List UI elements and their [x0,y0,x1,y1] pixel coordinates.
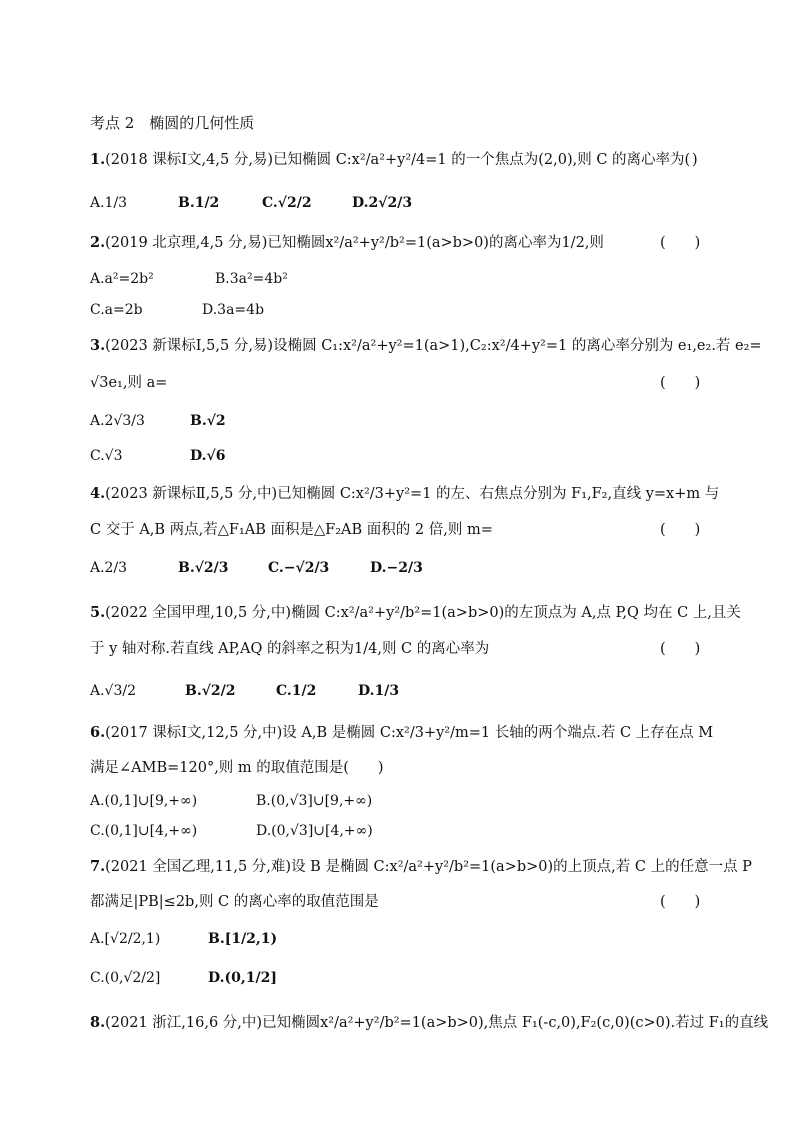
option-d: D.−2/3 [370,560,423,576]
option-c: C.a=2b [90,302,143,318]
option-a: A.2/3 [90,560,128,576]
option-a: A.[√2/2,1) [90,931,161,947]
answer-paren: ( ) [660,235,701,251]
answer-paren: ) [692,152,698,168]
option-b: B.√2 [190,413,226,429]
option-c: C.−√2/3 [268,560,330,576]
question-text-line-2: 都满足|PB|≤2b,则 C 的离心率的取值范围是 [90,894,379,910]
question-text: (2022 全国甲理,10,5 分,中)椭圆 C:x²/a²+y²/b²=1(a>b>0)的左顶点为 A,点 P,Q 均在 C 上,且关 [105,605,741,621]
question-text: (2019 北京理,4,5 分,易)已知椭圆x²/a²+y²/b²=1(a>b>0)的离心率为1/2,则 [105,235,604,251]
question-text-line-2: 于 y 轴对称.若直线 AP,AQ 的斜率之积为1/4,则 C 的离心率为 [90,641,490,657]
option-b: B.[1/2,1) [208,931,278,947]
option-b: B.(0,√3]∪[9,+∞) [256,793,373,809]
option-b: B.1/2 [178,195,220,211]
question-text-line-2: C 交于 A,B 两点,若△F₁AB 面积是△F₂AB 面积的 2 倍,则 m= [90,522,493,538]
option-c: C.(0,√2/2] [90,970,161,986]
question-number: 5. [90,604,106,621]
option-d: D.(0,√3]∪[4,+∞) [256,823,373,839]
option-d: D.2√2/3 [352,195,413,211]
option-c: C.√2/2 [262,195,312,211]
question-text: (2021 浙江,16,6 分,中)已知椭圆x²/a²+y²/b²=1(a>b>0),焦点 F₁(-c,0),F₂(c,0)(c>0).若过 F₁的直线 [105,1015,769,1031]
option-d: D.1/3 [358,683,400,699]
answer-paren: ( ) [660,522,701,538]
section-title: 考点 2 椭圆的几何性质 [90,114,255,132]
question-text-line-2: √3e₁,则 a= [90,375,168,391]
question-text: (2017 课标Ⅰ文,12,5 分,中)设 A,B 是椭圆 C:x²/3+y²/m=1 长轴的两个端点.若 C 上存在点 M [105,725,714,741]
question-text: (2018 课标Ⅰ文,4,5 分,易)已知椭圆 C:x²/a²+y²/4=1 的一个焦点为(2,0),则 C 的离心率为( [105,152,691,168]
option-a: A.a²=2b² [90,271,154,287]
question-text: (2023 新课标Ⅱ,5,5 分,中)已知椭圆 C:x²/3+y²=1 的左、右焦点分别为 F₁,F₂,直线 y=x+m 与 [105,486,720,502]
option-b: B.3a²=4b² [215,271,288,287]
option-c: C.1/2 [276,683,317,699]
option-d: D.(0,1/2] [208,970,277,986]
option-a: A.(0,1]∪[9,+∞) [90,793,198,809]
answer-paren: ( ) [660,894,701,910]
option-b: B.√2/2 [185,683,236,699]
question-text: (2023 新课标Ⅰ,5,5 分,易)设椭圆 C₁:x²/a²+y²=1(a>1),C₂:x²/4+y²=1 的离心率分别为 e₁,e₂.若 e₂= [105,338,762,354]
option-c: C.(0,1]∪[4,+∞) [90,823,198,839]
option-a: A.2√3/3 [90,413,145,429]
option-b: B.√2/3 [178,560,229,576]
question-number: 1. [90,151,106,168]
option-d: D.√6 [190,448,226,464]
question-number: 2. [90,234,106,251]
answer-paren: ( ) [660,641,701,657]
question-number: 7. [90,858,106,875]
question-number: 6. [90,724,106,741]
question-number: 3. [90,337,106,354]
question-text: (2021 全国乙理,11,5 分,难)设 B 是椭圆 C:x²/a²+y²/b²=1(a>b>0)的上顶点,若 C 上的任意一点 P [105,859,752,875]
question-number: 8. [90,1014,106,1031]
option-d: D.3a=4b [202,302,265,318]
option-a: A.√3/2 [90,683,137,699]
question-number: 4. [90,485,106,502]
option-c: C.√3 [90,448,123,464]
option-a: A.1/3 [90,195,128,211]
question-text-line-2: 满足∠AMB=120°,则 m 的取值范围是( ) [90,760,384,776]
answer-paren: ( ) [660,375,701,391]
